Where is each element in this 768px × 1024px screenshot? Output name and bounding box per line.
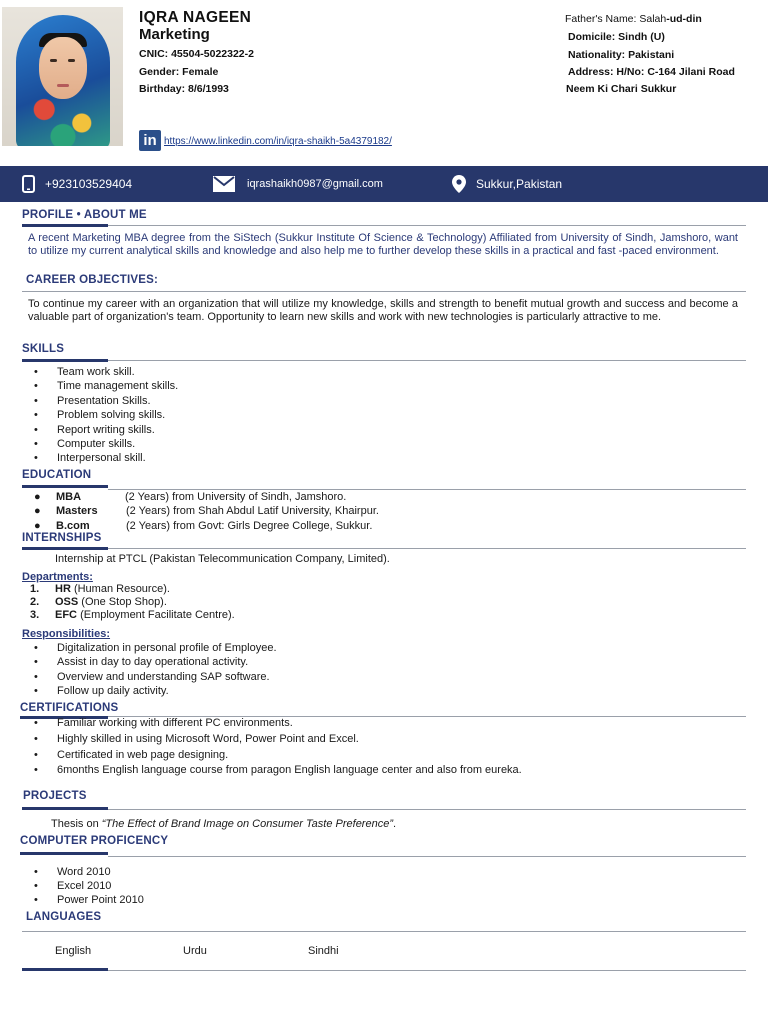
list-item: ● B.com (2 Years) from Govt: Girls Degree College, Sukkur. [34,519,373,532]
list-item: • Familiar working with different PC environments. [22,716,742,732]
languages-underline [22,968,108,971]
list-item: 1. HR (Human Resource). [30,583,170,595]
phone-contact [22,166,132,202]
list-item: • Computer skills. [22,437,422,451]
projects-heading-underline [22,807,108,810]
language-english: English [55,945,92,957]
responsibilities-list [22,641,522,699]
list-item: 2. OSS (One Stop Shop). [30,596,167,608]
language-sindhi: Sindhi [308,945,339,957]
departments-heading: Departments: [22,571,93,583]
languages-divider-bottom [108,970,746,971]
projects-heading: PROJECTS [23,790,87,802]
list-item: ● Masters (2 Years) from Shah Abdul Latif University, Khairpur. [34,505,379,518]
language-urdu: Urdu [183,945,207,957]
department-code: EFC [55,609,77,621]
list-item: • 6months English language course from paragon English language center and also from eureka. [22,763,742,779]
department-name: (Human Resource). [73,583,170,595]
profile-heading: PROFILE • ABOUT ME [22,209,147,221]
linkedin-link[interactable]: https://www.linkedin.com/in/iqra-shaikh-5a4379182/ [164,136,392,147]
list-item: • Presentation Skills. [22,394,422,408]
education-heading: EDUCATION [22,469,92,481]
education-list [22,490,622,533]
objectives-divider [22,291,746,292]
list-item: • Time management skills. [22,379,422,393]
departments-list [30,583,430,623]
certifications-heading: CERTIFICATIONS [20,702,119,714]
project-prefix: Thesis on [51,818,102,830]
department-name: (One Stop Shop). [81,596,167,608]
address-line-2: Neem Ki Chari Sukkur [566,83,677,95]
education-degree: Masters [56,505,98,518]
email-contact [213,166,383,202]
list-item: • Certificated in web page designing. [22,748,742,764]
skills-divider [108,360,746,361]
languages-heading: LANGUAGES [26,911,102,923]
department-name: (Employment Facilitate Centre). [80,609,235,621]
father-name-label: Father's Name: [565,13,640,25]
list-item: • Highly skilled in using Microsoft Word, Power Point and Excel. [22,732,742,748]
mail-icon [213,176,235,192]
list-item: • Assist in day to day operational activity. [22,655,522,669]
list-item: • Digitalization in personal profile of Employee. [22,641,522,655]
department-code: HR [55,583,71,595]
education-detail: (2 Years) from Govt: Girls Degree College, Sukkur. [126,519,373,532]
list-item: • Word 2010 [22,865,422,879]
gender: Gender: Female [139,66,219,78]
objectives-heading: CAREER OBJECTIVES: [26,274,159,286]
birthday: Birthday: 8/6/1993 [139,83,229,95]
objectives-text: To continue my career with an organization that will utilize my knowledge, skills and strength to benefit mutual growth and success and become a valuable part of organization's team. Opportunity to learn new skills and work with new technologies is particularly attractive to me. [28,298,738,323]
email-address[interactable]: iqrashaikh0987@gmail.com [247,178,383,190]
list-item: • Team work skill. [22,365,422,379]
skills-list [22,365,422,466]
computer-divider [108,856,746,857]
internships-heading-underline [22,547,108,550]
computer-heading: COMPUTER PROFICENCY [20,835,169,847]
computer-list [22,865,422,907]
education-degree: MBA [56,491,82,503]
contact-band [0,166,768,202]
profile-photo [2,7,123,146]
list-item: • Excel 2010 [22,879,422,893]
father-name-first: Salah [639,13,667,25]
list-item: • Report writing skills. [22,423,422,437]
list-item: 3. EFC (Employment Facilitate Centre). [30,609,235,621]
education-heading-underline [22,485,108,488]
nationality: Nationality: Pakistani [568,49,675,61]
skills-heading: SKILLS [22,343,65,355]
list-item: • Problem solving skills. [22,408,422,422]
education-detail: (2 Years) from Shah Abdul Latif University, Khairpur. [126,505,379,518]
project-line [51,818,396,830]
languages-divider-top [22,931,746,932]
phone-icon [22,175,35,193]
skills-heading-underline [22,359,108,362]
project-suffix: . [393,818,397,830]
internships-divider [108,548,746,549]
list-item: • Overview and understanding SAP software. [22,670,522,684]
internships-heading: INTERNSHIPS [22,532,102,544]
domicile: Domicile: Sindh (U) [568,31,665,43]
address-line-1: Address: H/No: C-164 Jilani Road [568,66,735,78]
projects-divider [108,809,746,810]
list-item: ● MBA (2 Years) from University of Sindh, Jamshoro. [34,491,347,503]
list-item: • Power Point 2010 [22,893,422,907]
linkedin-icon[interactable]: in [139,130,161,151]
candidate-name: IQRA NAGEEN [139,9,252,26]
department-code: OSS [55,596,79,608]
candidate-title: Marketing [139,26,210,43]
profile-heading-underline [22,224,108,227]
responsibilities-heading: Responsibilities: [22,628,111,640]
father-name [565,13,702,25]
profile-divider [108,225,746,226]
father-name-rest: -ud-din [666,13,702,25]
education-detail: (2 Years) from University of Sindh, Jamshoro. [125,491,347,503]
project-thesis-title: “The Effect of Brand Image on Consumer Taste Preference” [101,818,393,830]
certifications-list [22,716,742,779]
cnic: CNIC: 45504-5022322-2 [139,48,254,60]
location-contact [452,166,562,202]
list-item: • Follow up daily activity. [22,684,522,698]
location-text: Sukkur,Pakistan [476,177,563,191]
phone-number: +923103529404 [45,177,133,191]
education-degree: B.com [56,519,90,532]
internship-text: Internship at PTCL (Pakistan Telecommunication Company, Limited). [55,553,390,565]
location-pin-icon [452,175,466,193]
computer-heading-underline [20,852,108,855]
profile-text: A recent Marketing MBA degree from the SiStech (Sukkur Institute Of Science & Technology) Affiliated from University of Sindh, Jamshoro, want to utilize my current analytical skills and knowledge and also help me to further develop these skills in a practical and fast -paced environment. [28,232,738,257]
list-item: • Interpersonal skill. [22,451,422,465]
